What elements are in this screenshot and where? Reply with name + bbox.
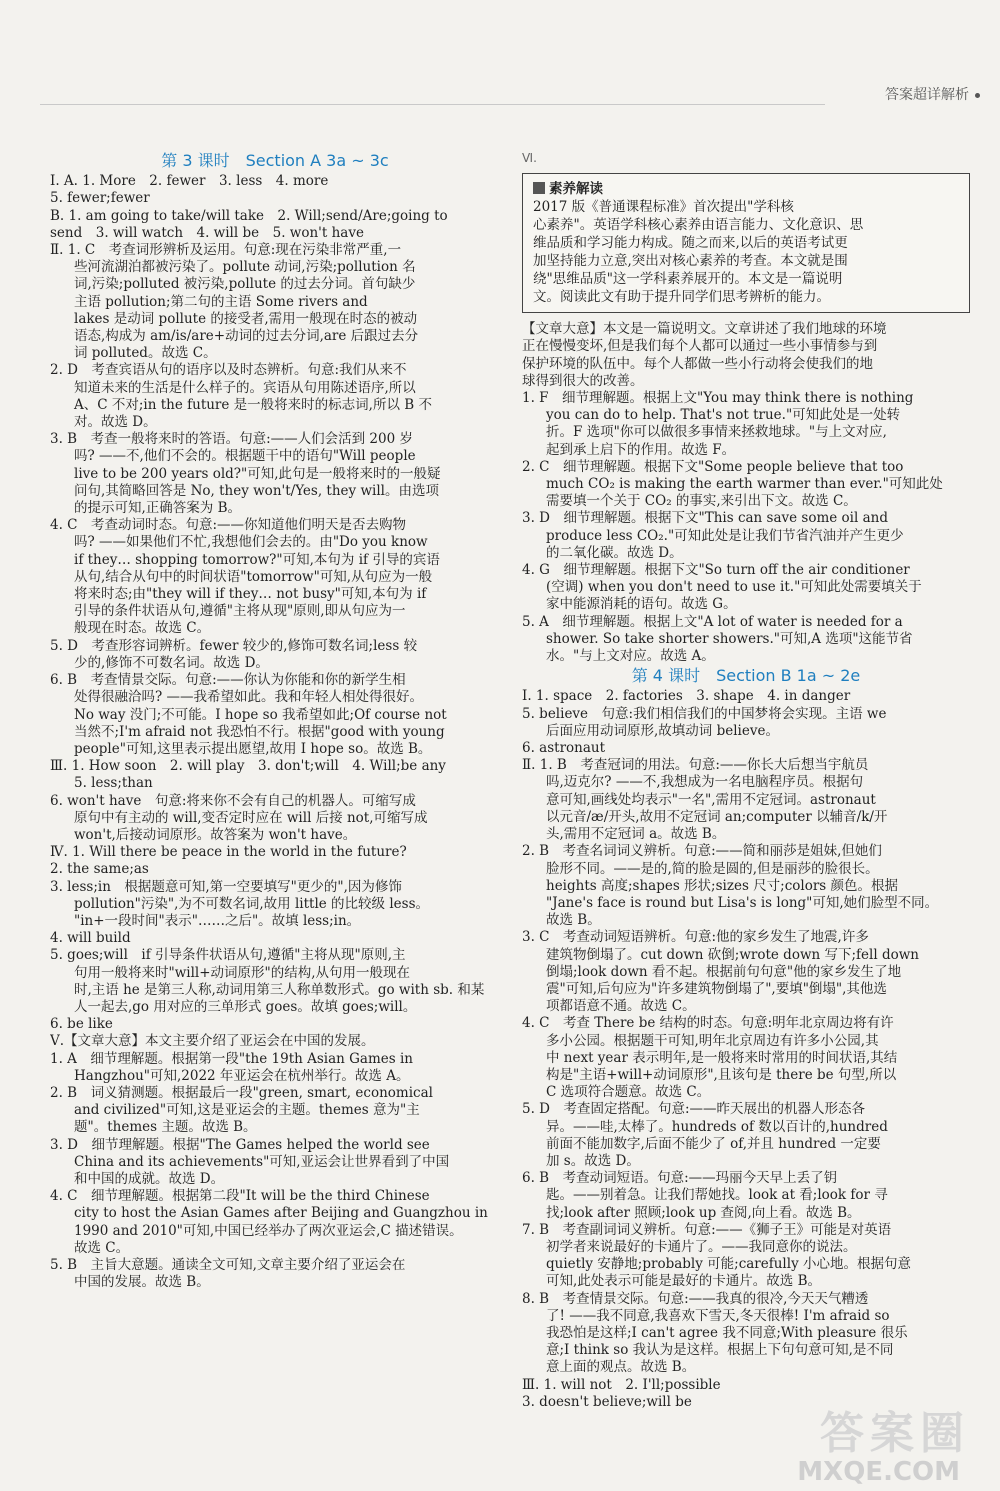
- answer-line: 主语 pollution;第二句的主语 Some rivers and: [74, 293, 368, 310]
- answer-line: 故选 C。: [74, 1239, 130, 1256]
- answer-line: 4. will build: [50, 930, 131, 947]
- section-mark: Ⅵ.: [522, 151, 537, 165]
- answer-line: 时,主语 he 是第三人称,动词用第三人称单数形式。go with sb. 和某: [74, 981, 485, 998]
- left-column: [50, 150, 500, 1291]
- answer-line: 匙。——别着急。让我们帮她找。look at 看;look for 寻: [546, 1187, 888, 1204]
- answer-line: "Jane's face is round but Lisa's is long"可知,她们脸型不同。: [546, 894, 939, 911]
- answer-line: if they… shopping tomorrow?"可知,本句为 if 引导的宾语: [74, 551, 440, 568]
- answer-line: 3. doesn't believe;will be: [522, 1393, 692, 1410]
- section-title: 第 3 课时 Section A 3a ~ 3c: [161, 152, 389, 170]
- answer-line: 5. fewer;fewer: [50, 190, 150, 207]
- answer-line: 8. B 考查情景交际。句意:——我真的很冷,今天天气糟透: [522, 1290, 869, 1307]
- answer-line: much CO₂ is making the earth warmer than ever."可知此处: [546, 476, 943, 493]
- answer-line: 多小公园。根据题干可知,明年北京周边有许多小公园,其: [546, 1032, 879, 1049]
- header-tag: 答案超详解析: [885, 84, 980, 104]
- answer-line: (空调) when you don't need to use it."可知此处需要填关于: [546, 579, 922, 596]
- answer-line: 4. G 细节理解题。根据下文"So turn off the air conditioner: [522, 562, 910, 579]
- answer-line: 词,污染;polluted 被污染,pollute 的过去分词。首句缺少: [74, 276, 416, 293]
- answer-line: 吗,迈克尔? ——不,我想成为一名电脑程序员。根据句: [546, 774, 864, 791]
- answer-line: 起到承上启下的作用。故选 F。: [546, 441, 736, 458]
- answer-line: Ⅰ. A. 1. More 2. fewer 3. less 4. more: [50, 173, 329, 190]
- box-line: 加坚持能力立意,突出对核心素养的考查。本文就是围: [533, 253, 848, 270]
- answer-line: 找;look after 照顾;look up 查阅,向上看。故选 B。: [546, 1204, 861, 1221]
- answer-line: 题"。themes 主题。故选 B。: [74, 1119, 257, 1136]
- answer-line: 2. C 细节理解题。根据下文"Some people believe that too: [522, 458, 904, 475]
- answer-line: 3. D 细节理解题。根据下文"This can save some oil and: [522, 510, 888, 527]
- answer-line: 引导的条件状语从句,遵循"主将从现"原则,即从句应为一: [74, 603, 406, 620]
- box-line: 维品质和学习能力构成。随之而来,以后的英语考试更: [533, 235, 848, 252]
- answer-line: 当然不;I'm afraid not 我恐怕不行。根据"good with young: [74, 723, 445, 740]
- answer-line: Ⅲ. 1. will not 2. I'll;possible: [522, 1376, 721, 1393]
- answer-line: Ⅰ. 1. space 2. factories 3. shape 4. in danger: [522, 688, 851, 705]
- answer-line: people"可知,这里表示提出愿望,故用 I hope so。故选 B。: [74, 740, 432, 757]
- answer-line: 意上面的观点。故选 B。: [546, 1359, 696, 1376]
- answer-line: 6. be like: [50, 1016, 113, 1033]
- answer-line: 从句,结合从句中的时间状语"tomorrow"可知,从句应为一般: [74, 568, 433, 585]
- answer-line: China and its achievements"可知,亚运会让世界看到了中国: [74, 1153, 450, 1170]
- box-title: 素养解读: [549, 181, 603, 198]
- box-line: 绕"思维品质"这一学科素养展开的。本文是一篇说明: [533, 271, 843, 288]
- answer-line: 建筑物倒塌了。cut down 砍倒;wrote down 写下;fell down: [546, 946, 919, 963]
- answer-line: 3. less;in 根据题意可知,第一空要填写"更少的",因为修饰: [50, 878, 402, 895]
- answer-line: 4. C 考查 There be 结构的时态。句意:明年北京周边将有许: [522, 1015, 894, 1032]
- answer-line: 震"可知,后句应为"许多建筑物倒塌了",要填"倒塌",其他选: [546, 980, 887, 997]
- answer-line: 7. B 考查副词词义辨析。句意:——《狮子王》可能是对英语: [522, 1221, 892, 1238]
- answer-line: produce less CO₂."可知此处是让我们节省汽油并产生更少: [546, 527, 904, 544]
- answer-line: 初学者来说最好的卡通片了。——我同意你的说法。: [546, 1238, 857, 1255]
- answer-line: Ⅱ. 1. C 考查词形辨析及运用。句意:现在污染非常严重,一: [50, 242, 402, 259]
- answer-line: lakes 是动词 pollute 的接受者,需用一般现在时态的被动: [74, 310, 418, 327]
- answer-line: 知道未来的生活是什么样子的。宾语从句用陈述语序,所以: [74, 379, 416, 396]
- answer-line: 正在慢慢变坏,但是我们每个人都可以通过一些小事情参与到: [522, 338, 878, 355]
- answer-line: 意可知,画线处均表示"一名",需用不定冠词。astronaut: [546, 791, 876, 808]
- book-icon: [533, 182, 545, 194]
- answer-line: live to be 200 years old?"可知,此句是一般将来时的一般疑: [74, 465, 441, 482]
- answer-line: 5. D 考查形容词辨析。fewer 较少的,修饰可数名词;less 较: [50, 637, 418, 654]
- box-line: 2017 版《普通课程标准》首次提出"学科核: [533, 199, 794, 216]
- page-header: [0, 80, 1000, 106]
- answer-line: 了! ——我不同意,我喜欢下雪天,冬天很棒! I'm afraid so: [546, 1307, 890, 1324]
- answer-line: 前面不能加数字,后面不能少了 of,并且 hundred 一定要: [546, 1135, 881, 1152]
- answer-line: 需要填一个关于 CO₂ 的事实,来引出下文。故选 C。: [546, 493, 857, 510]
- answer-line: 加 s。故选 D。: [546, 1152, 640, 1169]
- answer-line: 3. D 细节理解题。根据"The Games helped the world see: [50, 1136, 430, 1153]
- literacy-box: [522, 173, 970, 313]
- answer-line: C 选项符合题意。故选 C。: [546, 1084, 711, 1101]
- answer-line: 5. goes;will if 引导条件状语从句,遵循"主将从现"原则,主: [50, 947, 406, 964]
- answer-line: 处得很融洽吗? ——我希望如此。我和年轻人相处得很好。: [74, 689, 424, 706]
- answer-line: 3. B 考查一般将来时的答语。句意:——人们会活到 200 岁: [50, 431, 413, 448]
- answer-line: 故选 B。: [546, 912, 601, 929]
- watermark-url: MXQE.COM: [797, 1457, 960, 1487]
- answer-line: heights 高度;shapes 形状;sizes 尺寸;colors 颜色。根据: [546, 877, 899, 894]
- answer-line: 5. believe 句意:我们相信我们的中国梦将会实现。主语 we: [522, 705, 887, 722]
- answer-line: 吗? ——如果他们不忙,我想他们会去的。由"Do you know: [74, 534, 428, 551]
- answer-line: 异。——哇,太棒了。hundreds of 数以百计的,hundred: [546, 1118, 888, 1135]
- answer-line: send 3. will watch 4. will be 5. won't have: [50, 224, 364, 241]
- answer-line: Hangzhou"可知,2022 年亚运会在杭州举行。故选 A。: [74, 1067, 410, 1084]
- answer-line: city to host the Asian Games after Beijing and Guangzhou in: [74, 1205, 488, 1222]
- answer-line: quietly 安静地;probably 可能;carefully 小心地。根据句意: [546, 1256, 911, 1273]
- answer-line: 构是"主语+will+动词原形",且该句是 there be 句型,所以: [546, 1066, 897, 1083]
- answer-line: 2. the same;as: [50, 861, 149, 878]
- answer-line: 的提示可知,正确答案为 B。: [74, 500, 242, 517]
- answer-line: 般现在时态。故选 C。: [74, 620, 211, 637]
- answer-line: 吗? ——不,他们不会的。根据题干中的语句"Will people: [74, 448, 416, 465]
- section-title: 第 4 课时 Section B 1a ~ 2e: [631, 667, 861, 685]
- answer-line: 原句中有主动的 will,变否定时应在 will 后接 not,可缩写成: [74, 809, 428, 826]
- answer-line: 以元音/æ/开头,故用不定冠词 an;computer 以辅音/k/开: [546, 808, 888, 825]
- answer-line: 6. won't have 句意:将来你不会有自己的机器人。可缩写成: [50, 792, 416, 809]
- right-column: [522, 150, 970, 1411]
- answer-line: "in+一段时间"表示"……之后"。故填 less;in。: [74, 912, 361, 929]
- answer-line: 5. A 细节理解题。根据上文"A lot of water is needed for a: [522, 613, 903, 630]
- answer-line: 词 polluted。故选 C。: [74, 345, 217, 362]
- answer-line: 2. B 词义猜测题。根据最后一段"green, smart, economical: [50, 1084, 433, 1101]
- answer-line: 1990 and 2010"可知,中国已经举办了两次亚运会,C 描述错误。: [74, 1222, 463, 1239]
- answer-line: 句用一般将来时"will+动词原形"的结构,从句用一般现在: [74, 964, 411, 981]
- answer-line: B. 1. am going to take/will take 2. Will;send/Are;going to: [50, 207, 448, 224]
- answer-line: 问句,其简略回答是 No, they won't/Yes, they will。由选项: [74, 482, 439, 499]
- answer-line: 6. B 考查动词短语。句意:——玛丽今天早上丢了钥: [522, 1170, 838, 1187]
- answer-line: 头,需用不定冠词 a。故选 B。: [546, 826, 726, 843]
- answer-line: you can do to help. That's not true."可知此处是一处转: [546, 407, 901, 424]
- box-line: 心素养"。英语学科核心素养由语言能力、文化意识、思: [533, 217, 864, 234]
- right-lines: [522, 321, 970, 1411]
- answer-line: and civilized"可知,这是亚运会的主题。themes 意为"主: [74, 1102, 420, 1119]
- bullet-icon: [975, 93, 980, 98]
- answer-line: 保护环境的队伍中。每个人都做一些小行动将会使我们的地: [522, 355, 873, 372]
- answer-line: 6. B 考查情景交际。句意:——你认为你能和你的新学生相: [50, 672, 406, 689]
- answer-line: 5. D 考查固定搭配。句意:——昨天展出的机器人形态各: [522, 1101, 866, 1118]
- box-line: 文。阅读此文有助于提升同学们思考辨析的能力。: [533, 289, 830, 306]
- answer-line: 项都语意不通。故选 C。: [546, 998, 696, 1015]
- answer-line: Ⅴ.【文章大意】本文主要介绍了亚运会在中国的发展。: [50, 1033, 375, 1050]
- answer-line: 1. F 细节理解题。根据上文"You may think there is nothing: [522, 390, 914, 407]
- answer-line: Ⅱ. 1. B 考查冠词的用法。句意:——你长大后想当宇航员: [522, 757, 869, 774]
- box-body: [533, 198, 959, 306]
- answer-line: 中国的发展。故选 B。: [74, 1274, 210, 1291]
- answer-line: Ⅲ. 1. How soon 2. will play 3. don't;will 4. Will;be any: [50, 758, 446, 775]
- answer-line: 语态,构成为 am/is/are+动词的过去分词,are 后跟过去分: [74, 328, 419, 345]
- answer-line: 和中国的成就。故选 D。: [74, 1170, 225, 1187]
- answer-line: 的二氧化碳。故选 D。: [546, 544, 683, 561]
- answer-line: 将来时态;由"they will if they… not busy"可知,本句为 if: [74, 586, 427, 603]
- watermark-logo: 答案圈: [820, 1408, 970, 1459]
- answer-line: 人一起去,go 用对应的三单形式 goes。故填 goes;will。: [74, 998, 417, 1015]
- answer-line: 5. less;than: [74, 775, 153, 792]
- answer-line: 少的,修饰不可数名词。故选 D。: [74, 654, 269, 671]
- answer-line: 中 next year 表示明年,是一般将来时常用的时间状语,其结: [546, 1049, 898, 1066]
- answer-line: 球得到很大的改善。: [522, 372, 644, 389]
- answer-line: 后面应用动词原形,故填动词 believe。: [546, 722, 779, 739]
- answer-line: 脸形不同。——是的,简的脸是圆的,但是丽莎的脸很长。: [546, 860, 879, 877]
- answer-line: 可知,此处表示可能是最好的卡通片。故选 B。: [546, 1273, 822, 1290]
- answer-line: 家中能源消耗的语句。故选 G。: [546, 596, 737, 613]
- answer-line: 倒塌;look down 看不起。根据前句句意"他的家乡发生了地: [546, 963, 902, 980]
- answer-line: 【文章大意】本文是一篇说明文。文章讲述了我们地球的环境: [522, 321, 887, 338]
- answer-line: 些河流湖泊都被污染了。pollute 动词,污染;pollution 名: [74, 259, 416, 276]
- answer-line: pollution"污染",为不可数名词,故用 little 的比较级 less。: [74, 895, 429, 912]
- answer-line: A、C 不对;in the future 是一般将来时的标志词,所以 B 不: [74, 396, 432, 413]
- answer-line: Ⅳ. 1. Will there be peace in the world in the future?: [50, 844, 407, 861]
- answer-line: 对。故选 D。: [74, 414, 157, 431]
- answer-line: 水。"与上文对应。故选 A。: [546, 648, 715, 665]
- answer-line: 6. astronaut: [522, 740, 606, 757]
- answer-line: 4. C 考查动词时态。句意:——你知道他们明天是否去购物: [50, 517, 407, 534]
- answer-line: 4. C 细节理解题。根据第二段"It will be the third Chinese: [50, 1188, 430, 1205]
- answer-line: 意;I think so 我认为是这样。根据上下句句意可知,是不同: [546, 1342, 894, 1359]
- answer-line: 1. A 细节理解题。根据第一段"the 19th Asian Games in: [50, 1050, 414, 1067]
- answer-line: 5. B 主旨大意题。通读全文可知,文章主要介绍了亚运会在: [50, 1257, 406, 1273]
- answer-line: won't,后接动词原形。故答案为 won't have。: [74, 826, 357, 843]
- answer-line: No way 没门;不可能。I hope so 我希望如此;Of course not: [74, 706, 447, 723]
- answer-line: 折。F 选项"你可以做很多事情来拯救地球。"与上文对应,: [546, 424, 887, 441]
- header-rule: [40, 104, 825, 105]
- answer-line: 3. C 考查动词短语辨析。句意:他的家乡发生了地震,许多: [522, 929, 869, 946]
- answer-line: 2. D 考查宾语从句的语序以及时态辨析。句意:我们从来不: [50, 362, 407, 379]
- answer-line: 我恐怕是这样;I can't agree 我不同意;With pleasure 很乐: [546, 1324, 908, 1341]
- answer-line: 2. B 考查名词词义辨析。句意:——简和丽莎是姐妹,但她们: [522, 843, 882, 860]
- answer-line: shower. So take shorter showers."可知,A 选项"这能节省: [546, 630, 913, 647]
